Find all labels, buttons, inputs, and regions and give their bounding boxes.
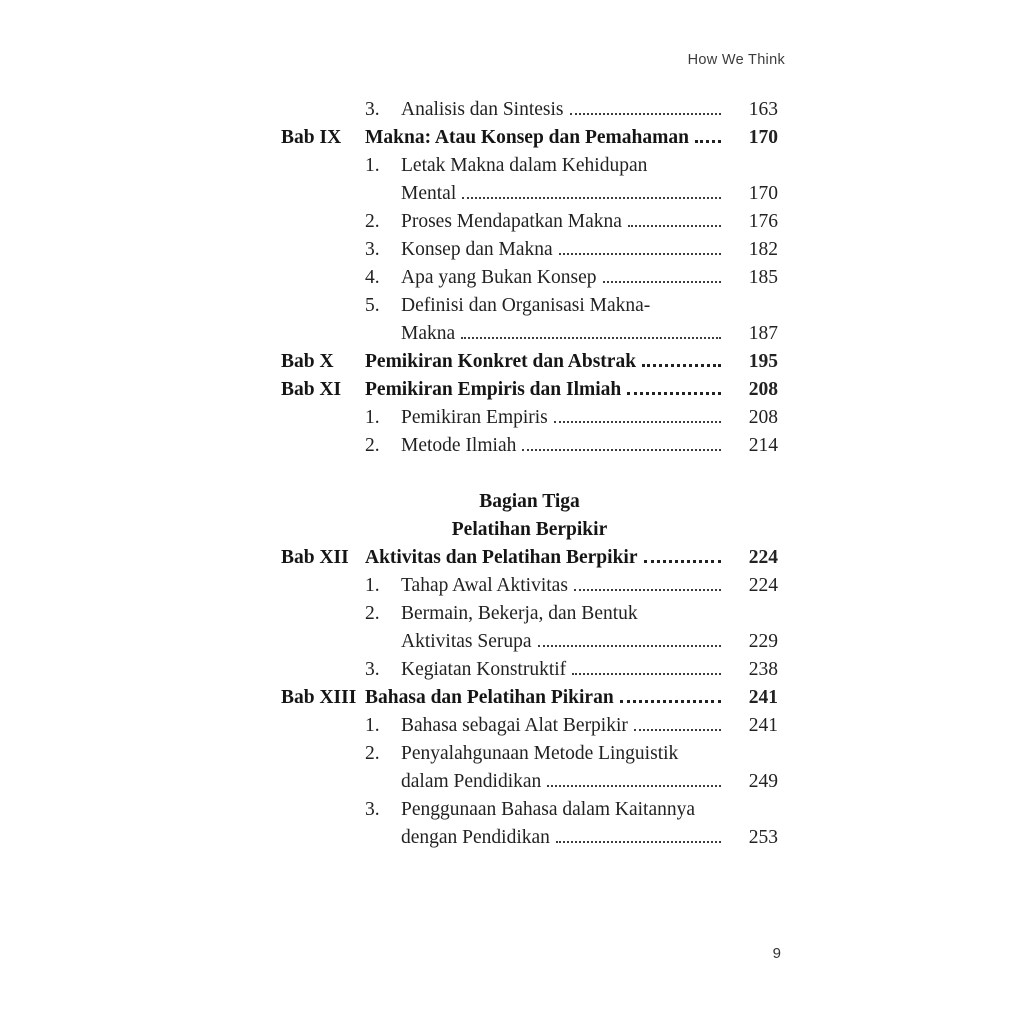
dot-leader xyxy=(462,194,721,199)
toc-row xyxy=(281,124,778,152)
entry-title: Pelatihan Berpikir xyxy=(451,519,608,540)
entry-title: Kegiatan Konstruktif xyxy=(401,659,567,680)
toc-row xyxy=(281,376,778,404)
entry-title: Pemikiran Empiris xyxy=(401,407,548,428)
page-ref: 182 xyxy=(732,236,778,1024)
entry-title: Definisi dan Organisasi Makna- xyxy=(401,295,651,316)
dot-leader xyxy=(634,726,721,731)
entry-title: Metode Ilmiah xyxy=(401,435,517,456)
entry-title: Makna xyxy=(401,323,456,344)
chapter-label: Bab XIII xyxy=(281,687,357,708)
dot-leader xyxy=(603,278,721,283)
item-number: 4. xyxy=(365,267,380,288)
toc-row xyxy=(281,544,778,572)
chapter-label: Bab XII xyxy=(281,547,349,568)
toc-row xyxy=(281,208,778,236)
toc-row xyxy=(281,236,778,264)
dot-leader xyxy=(559,250,721,255)
dot-leader xyxy=(522,446,721,451)
toc-row xyxy=(281,796,778,824)
page-ref: 214 xyxy=(732,432,778,1024)
item-number: 5. xyxy=(365,295,380,316)
item-number: 3. xyxy=(365,799,380,820)
dot-leader xyxy=(695,137,721,143)
dot-leader xyxy=(628,222,721,227)
page-ref: 208 xyxy=(732,404,778,1024)
item-number: 1. xyxy=(365,155,380,176)
toc-row xyxy=(281,348,778,376)
toc-row xyxy=(281,320,778,348)
item-number: 3. xyxy=(365,239,380,260)
entry-title: Bagian Tiga xyxy=(479,491,580,512)
entry-title: Bahasa dan Pelatihan Pikiran xyxy=(365,687,614,708)
page-ref: 241 xyxy=(732,712,778,1024)
dot-leader xyxy=(644,557,722,563)
toc-row xyxy=(281,488,778,516)
dot-leader xyxy=(547,782,721,787)
dot-leader xyxy=(461,334,721,339)
entry-title: Penggunaan Bahasa dalam Kaitannya xyxy=(401,799,696,820)
entry-title: Pemikiran Konkret dan Abstrak xyxy=(365,351,637,372)
toc-row xyxy=(281,96,778,124)
dot-leader xyxy=(627,389,721,395)
page-ref: 163 xyxy=(732,96,778,1024)
entry-title: Bermain, Bekerja, dan Bentuk xyxy=(401,603,638,624)
dot-leader xyxy=(554,418,721,423)
dot-leader xyxy=(570,110,721,115)
toc-row xyxy=(281,684,778,712)
dot-leader xyxy=(574,586,721,591)
toc-row xyxy=(281,824,778,852)
page-ref: 208 xyxy=(732,376,778,1024)
toc-row xyxy=(281,180,778,208)
entry-title: Proses Mendapatkan Makna xyxy=(401,211,622,232)
entry-title: Apa yang Bukan Konsep xyxy=(401,267,597,288)
entry-title: Tahap Awal Aktivitas xyxy=(401,575,568,596)
entry-title: Bahasa sebagai Alat Berpikir xyxy=(401,715,628,736)
item-number: 1. xyxy=(365,407,380,428)
chapter-label: Bab XI xyxy=(281,379,342,400)
chapter-label: Bab X xyxy=(281,351,334,372)
entry-title: Aktivitas dan Pelatihan Berpikir xyxy=(365,547,638,568)
toc-row xyxy=(281,600,778,628)
chapter-label: Bab IX xyxy=(281,127,342,148)
item-number: 2. xyxy=(365,435,380,456)
dot-leader xyxy=(642,361,721,367)
page-ref: 176 xyxy=(732,208,778,1024)
dot-leader xyxy=(538,642,721,647)
toc-list xyxy=(281,96,778,852)
entry-title: Letak Makna dalam Kehidupan xyxy=(401,155,648,176)
toc-row xyxy=(281,432,778,460)
entry-title: dalam Pendidikan xyxy=(401,771,542,792)
entry-title: dengan Pendidikan xyxy=(401,827,550,848)
page-ref: 253 xyxy=(732,824,778,1024)
dot-leader xyxy=(620,697,721,703)
item-number: 2. xyxy=(365,603,380,624)
item-number: 1. xyxy=(365,575,380,596)
toc-row xyxy=(281,712,778,740)
toc-row xyxy=(281,656,778,684)
toc-row xyxy=(281,516,778,544)
page-ref: 195 xyxy=(732,348,778,1024)
entry-title: Mental xyxy=(401,183,457,204)
page-ref: 170 xyxy=(732,180,778,1024)
running-header: How We Think xyxy=(687,52,785,68)
entry-title: Analisis dan Sintesis xyxy=(401,99,564,120)
item-number: 2. xyxy=(365,743,380,764)
page-ref: 249 xyxy=(732,768,778,1024)
toc-row xyxy=(281,460,778,488)
entry-title: Makna: Atau Konsep dan Pemahaman xyxy=(365,127,689,148)
entry-title: Aktivitas Serupa xyxy=(401,631,532,652)
page-ref: 224 xyxy=(732,572,778,1024)
entry-title: Penyalahgunaan Metode Linguistik xyxy=(401,743,679,764)
toc-row xyxy=(281,292,778,320)
entry-title: Konsep dan Makna xyxy=(401,239,553,260)
page-ref: 224 xyxy=(732,544,778,1024)
dot-leader xyxy=(572,670,721,675)
page-ref: 229 xyxy=(732,628,778,1024)
item-number: 3. xyxy=(365,659,380,680)
toc-row xyxy=(281,628,778,656)
item-number: 2. xyxy=(365,211,380,232)
toc-row xyxy=(281,404,778,432)
toc-row xyxy=(281,740,778,768)
toc-row xyxy=(281,264,778,292)
item-number: 1. xyxy=(365,715,380,736)
entry-title: Pemikiran Empiris dan Ilmiah xyxy=(365,379,622,400)
toc-row xyxy=(281,768,778,796)
page-ref: 185 xyxy=(732,264,778,1024)
page-number: 9 xyxy=(772,945,781,962)
toc-row xyxy=(281,152,778,180)
item-number: 3. xyxy=(365,99,380,120)
toc-row xyxy=(281,572,778,600)
page-ref: 238 xyxy=(732,656,778,1024)
page-ref: 170 xyxy=(732,124,778,1024)
page-ref: 187 xyxy=(732,320,778,1024)
page-ref: 241 xyxy=(732,684,778,1024)
dot-leader xyxy=(556,838,721,843)
